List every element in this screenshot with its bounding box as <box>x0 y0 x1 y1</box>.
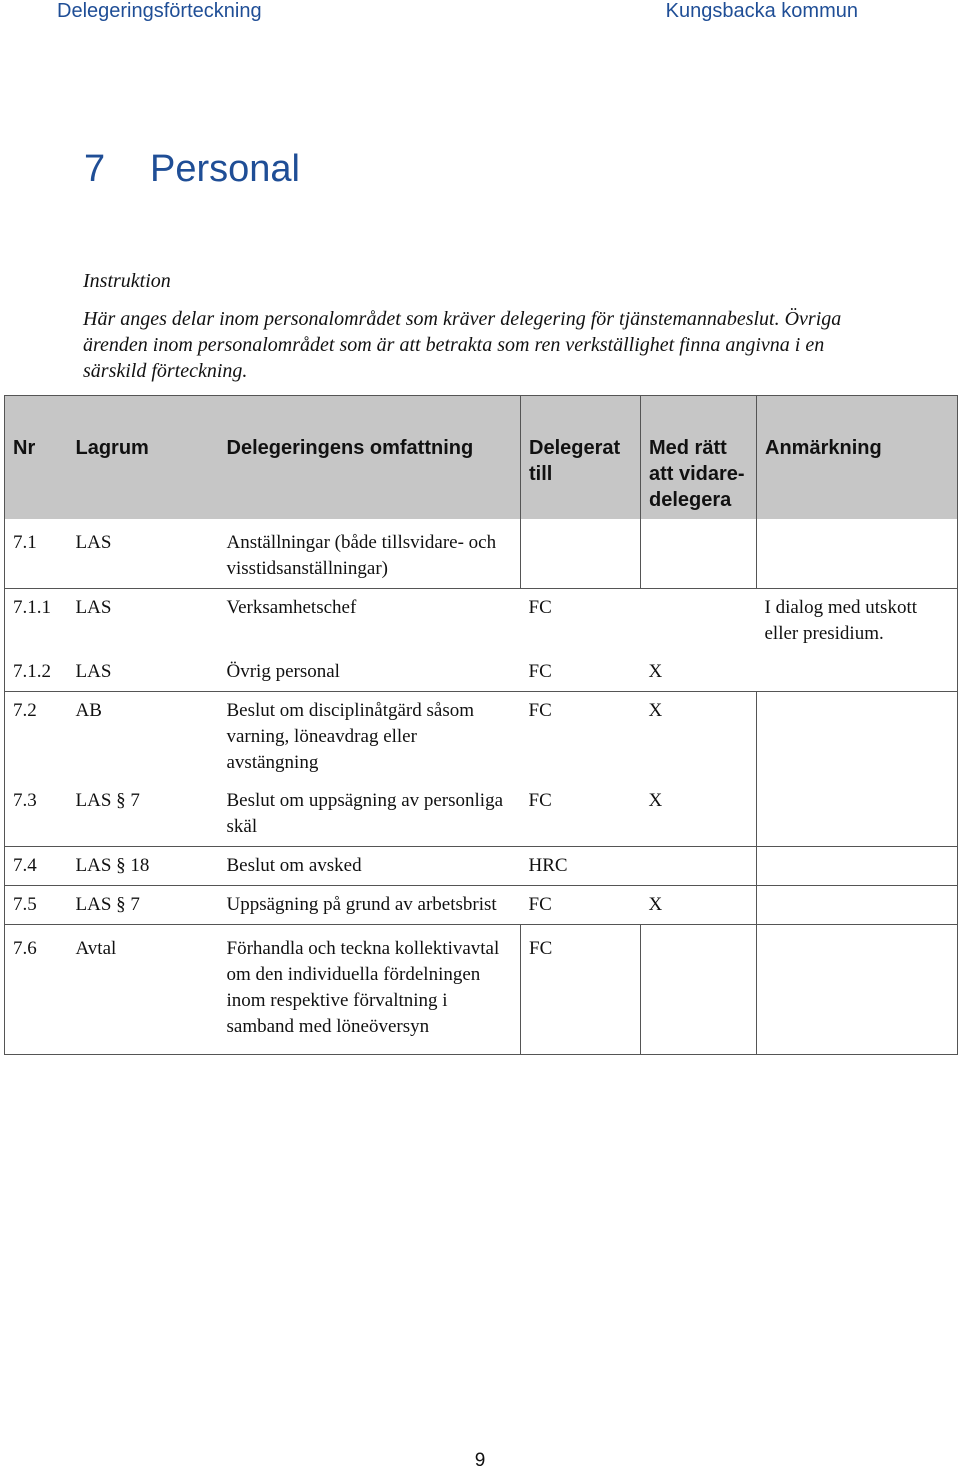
section-heading <box>84 148 300 191</box>
cell-lagrum: LAS § 18 <box>68 847 219 886</box>
header-vidaredelegera: Med rätt att vidare-delegera <box>641 396 757 520</box>
cell-vidaredelegera: X <box>641 782 757 847</box>
cell-lagrum: LAS <box>75 532 112 553</box>
cell-lagrum: LAS § 7 <box>75 790 140 811</box>
cell-vidaredelegera: X <box>641 692 757 783</box>
cell-vidaredelegera <box>641 925 757 1055</box>
header-delegerat: Delegerat till <box>521 396 641 520</box>
cell-lagrum: LAS <box>68 589 219 654</box>
table-row <box>5 925 958 1055</box>
header-anmarkning: Anmärkning <box>757 396 958 520</box>
cell-delegerat: FC <box>528 790 552 811</box>
header-omfattning: Delegeringens omfattning <box>219 396 521 520</box>
cell-nr: 7.6 <box>5 925 68 1055</box>
cell-anmarkning: I dialog med utskott eller presidium. <box>757 589 958 654</box>
running-header-title: Delegeringsförteckning <box>57 0 262 22</box>
cell-nr: 7.1.1 <box>5 589 68 654</box>
cell-omfattning: Övrig personal <box>226 661 340 682</box>
delegation-table <box>4 395 958 1055</box>
cell-anmarkning <box>757 925 958 1055</box>
table-row <box>5 692 958 783</box>
cell-nr: 7.2 <box>5 692 68 783</box>
cell-anmarkning <box>757 886 958 925</box>
page-number: 9 <box>474 1450 486 1471</box>
cell-delegerat: FC <box>521 589 641 654</box>
cell-nr: 7.1.2 <box>5 653 68 692</box>
cell-anmarkning <box>757 692 958 783</box>
table-row <box>5 886 958 925</box>
instruction-text: Här anges delar inom personalområdet som kräver delegering för tjänstemannabeslut. Övriga ärenden inom personalområdet som är att betrakta som ren verkställighet finna angivna i en särskild förteckning. <box>83 308 842 382</box>
table-header-row <box>5 396 958 520</box>
cell-delegerat: FC <box>528 661 552 682</box>
cell-omfattning: Förhandla och teckna kollektivavtal om den individuella fördelningen inom respektive förvaltning i samband med löneöversyn <box>219 925 521 1055</box>
cell-delegerat: FC <box>521 886 641 925</box>
cell-lagrum: LAS § 7 <box>68 886 219 925</box>
cell-lagrum: Avtal <box>68 925 219 1055</box>
cell-anmarkning <box>757 519 958 589</box>
section-number: 7 <box>84 148 106 190</box>
cell-vidaredelegera <box>641 519 757 589</box>
cell-lagrum: AB <box>68 692 219 783</box>
table-row <box>5 847 958 886</box>
cell-nr: 7.3 <box>5 782 68 847</box>
running-header-organization: Kungsbacka kommun <box>665 0 858 22</box>
cell-omfattning: Verksamhetschef <box>219 589 521 654</box>
header-lagrum: Lagrum <box>68 396 219 520</box>
cell-lagrum: LAS <box>75 661 112 682</box>
cell-delegerat: HRC <box>521 847 641 886</box>
cell-nr: 7.4 <box>5 847 68 886</box>
cell-omfattning: Beslut om avsked <box>219 847 521 886</box>
cell-omfattning: Beslut om disciplinåtgärd såsom varning, löneavdrag eller avstängning <box>219 692 521 783</box>
cell-nr: 7.1 <box>5 519 68 589</box>
cell-anmarkning <box>757 782 958 847</box>
instruction-heading: Instruktion <box>83 270 171 292</box>
cell-vidaredelegera: X <box>641 886 757 925</box>
cell-delegerat: FC <box>521 692 641 783</box>
cell-anmarkning <box>757 653 958 692</box>
section-title: Personal <box>150 148 300 190</box>
table-row <box>5 782 958 847</box>
cell-omfattning: Anställningar (både tillsvidare- och visstidsanställningar) <box>219 519 521 589</box>
cell-vidaredelegera <box>641 589 757 654</box>
cell-vidaredelegera: X <box>648 661 663 682</box>
header-nr: Nr <box>5 396 68 520</box>
cell-vidaredelegera <box>641 847 757 886</box>
table-row <box>5 519 958 589</box>
table-row <box>5 653 958 692</box>
cell-omfattning: Uppsägning på grund av arbetsbrist <box>219 886 521 925</box>
cell-delegerat: FC <box>521 925 641 1055</box>
cell-anmarkning <box>757 847 958 886</box>
cell-omfattning: Beslut om uppsägning av personliga skäl <box>226 790 504 837</box>
cell-nr: 7.5 <box>5 886 68 925</box>
table-row <box>5 589 958 654</box>
cell-delegerat <box>521 519 641 589</box>
